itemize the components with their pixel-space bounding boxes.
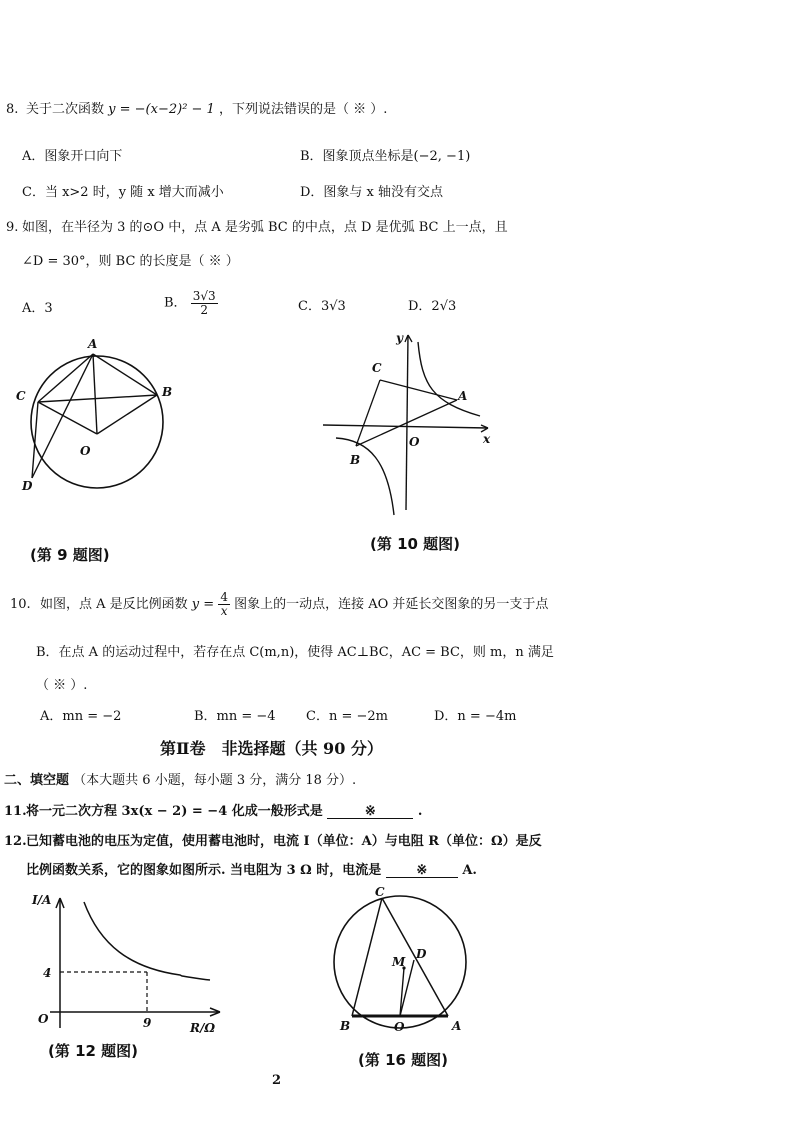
q11-answer-blank[interactable]: ※: [327, 805, 413, 819]
q9-option-a: A．3: [22, 301, 53, 316]
q8-formula: y = −(x−2)² − 1: [108, 102, 215, 117]
q9-option-b-numerator: 3√3: [192, 289, 216, 303]
fig9-label-d: D: [22, 479, 33, 493]
fill-in-heading: [4, 774, 356, 787]
fig9-radius-ob: [97, 395, 157, 434]
q8-option-b: B．图象顶点坐标是(−2, −1): [300, 149, 471, 164]
figure-16: [330, 885, 480, 1038]
q8-stem: [26, 103, 387, 116]
figure-12: [30, 890, 240, 1040]
q12-line1: 已知蓄电池的电压为定值，使用蓄电池时，电流 I（单位：A）与电阻 R（单位：Ω）是反: [26, 834, 542, 849]
q8-number: 8.: [6, 102, 19, 117]
fig10-hyperbola-branch-2: [336, 438, 394, 515]
fig12-x-label: R/Ω: [190, 1021, 216, 1035]
part2-title: 第Ⅱ卷 非选择题（共 90 分）: [160, 739, 383, 758]
fig10-label-c: C: [372, 361, 382, 375]
fig16-label-b: B: [340, 1019, 351, 1033]
fig9-label-c: C: [16, 389, 26, 403]
q11-end: .: [417, 804, 423, 819]
q8-option-a: A．图象开口向下: [22, 149, 123, 164]
fig10-label-x: x: [483, 432, 491, 446]
fig10-seg-ca: [380, 380, 457, 400]
q10-fraction-numerator: 4: [220, 590, 228, 605]
q12-end: A.: [462, 863, 477, 878]
fig10-label-o: O: [409, 435, 420, 449]
q10-number: 10.: [10, 597, 31, 612]
fig10-label-a: A: [458, 389, 468, 403]
q9-option-c: C．3√3: [298, 299, 346, 314]
fig12-y-label: I/A: [32, 893, 52, 907]
fig9-chord-da: [32, 354, 93, 478]
fig16-label-c: C: [375, 885, 385, 899]
fig10-x-axis: [323, 425, 488, 428]
page-number: 2: [272, 1073, 282, 1088]
q9-number: 9.: [6, 220, 19, 235]
q9-line1: 如图，在半径为 3 的⊙O 中，点 A 是劣弧 BC 的中点，点 D 是优弧 BC 上一点，且: [22, 220, 508, 235]
fill-in-heading-rest: （本大题共 6 小题，每小题 3 分，满分 18 分）.: [73, 773, 357, 788]
q10-option-d: D．n = −4m: [434, 709, 517, 724]
q10-line1-a: 如图，点 A 是反比例函数: [40, 597, 188, 612]
fill-in-heading-bold: 二、填空题: [4, 773, 70, 788]
q8-stem-b: ，下列说法错误的是（ ※ ）.: [218, 102, 388, 117]
q9-option-d: D．2√3: [408, 299, 457, 314]
q9-line2: ∠D = 30°，则 BC 的长度是（ ※ ）: [22, 254, 239, 269]
fig10-label-b: B: [350, 453, 361, 467]
figure-9: [0, 330, 200, 500]
q12-answer-blank[interactable]: ※: [386, 864, 458, 878]
q8-option-d: D．图象与 x 轴没有交点: [300, 185, 444, 200]
q9-option-b-label: B．: [164, 295, 187, 311]
q10-option-b: B．mn = −4: [194, 709, 276, 724]
q12-line2: [26, 864, 477, 878]
q10-option-a: A．mn = −2: [40, 709, 122, 724]
fig12-origin: O: [38, 1012, 49, 1026]
fig9-chord-ab: [93, 354, 157, 395]
fig12-curve: [84, 902, 210, 980]
fig9-label-o: O: [80, 444, 91, 458]
fig16-label-a: A: [452, 1019, 462, 1033]
q10-caption: (第 10 题图): [370, 535, 461, 553]
fig9-label-a: A: [88, 337, 98, 351]
q11-line: [26, 805, 422, 819]
fig9-chord-cb: [38, 395, 157, 402]
q11-number: 11.: [4, 804, 27, 819]
fig12-y-tick: 4: [43, 966, 52, 980]
q10-line3: （ ※ ）.: [36, 678, 88, 693]
q12-caption: (第 12 题图): [48, 1042, 139, 1060]
q9-option-b-fraction: [191, 290, 218, 316]
q10-line1: [40, 590, 548, 620]
q8-option-c: C．当 x>2 时，y 随 x 增大而减小: [22, 185, 224, 200]
fig16-chord-bc: [352, 898, 382, 1016]
q12-number: 12.: [4, 834, 27, 849]
q9-option-b: [164, 290, 218, 316]
q8-stem-a: 关于二次函数: [26, 102, 105, 117]
fig12-x-tick: 9: [143, 1016, 152, 1030]
q11-text: 将一元二次方程 3x(x − 2) = −4 化成一般形式是: [26, 804, 323, 819]
figure-10: [320, 330, 500, 520]
q12-line2-text: 比例函数关系，它的图象如图所示. 当电阻为 3 Ω 时，电流是: [26, 863, 382, 878]
fig9-chord-ca: [38, 354, 93, 402]
q16-caption: (第 16 题图): [358, 1051, 449, 1069]
q10-line2: B．在点 A 的运动过程中，若存在点 C(m,n)，使得 AC⊥BC，AC = BC，则 m，n 满足: [36, 645, 554, 660]
fig16-label-d: D: [416, 947, 427, 961]
fig16-label-o: O: [394, 1020, 405, 1034]
q10-function-y: y =: [191, 597, 215, 612]
q9-option-b-denominator: 2: [200, 302, 208, 317]
q10-function-fraction: [218, 591, 230, 617]
q10-option-c: C．n = −2m: [306, 709, 388, 724]
fig9-radius-ao: [93, 354, 97, 434]
fig10-label-y: y: [396, 331, 403, 345]
q10-fraction-denominator: x: [220, 604, 228, 618]
fig10-hyperbola-branch-1: [418, 342, 480, 416]
fig9-label-b: B: [162, 385, 173, 399]
fig16-label-m: M: [392, 955, 406, 969]
q10-line1-b: 图象上的一动点，连接 AO 并延长交图象的另一支于点: [234, 597, 549, 612]
q9-caption: (第 9 题图): [30, 546, 110, 564]
